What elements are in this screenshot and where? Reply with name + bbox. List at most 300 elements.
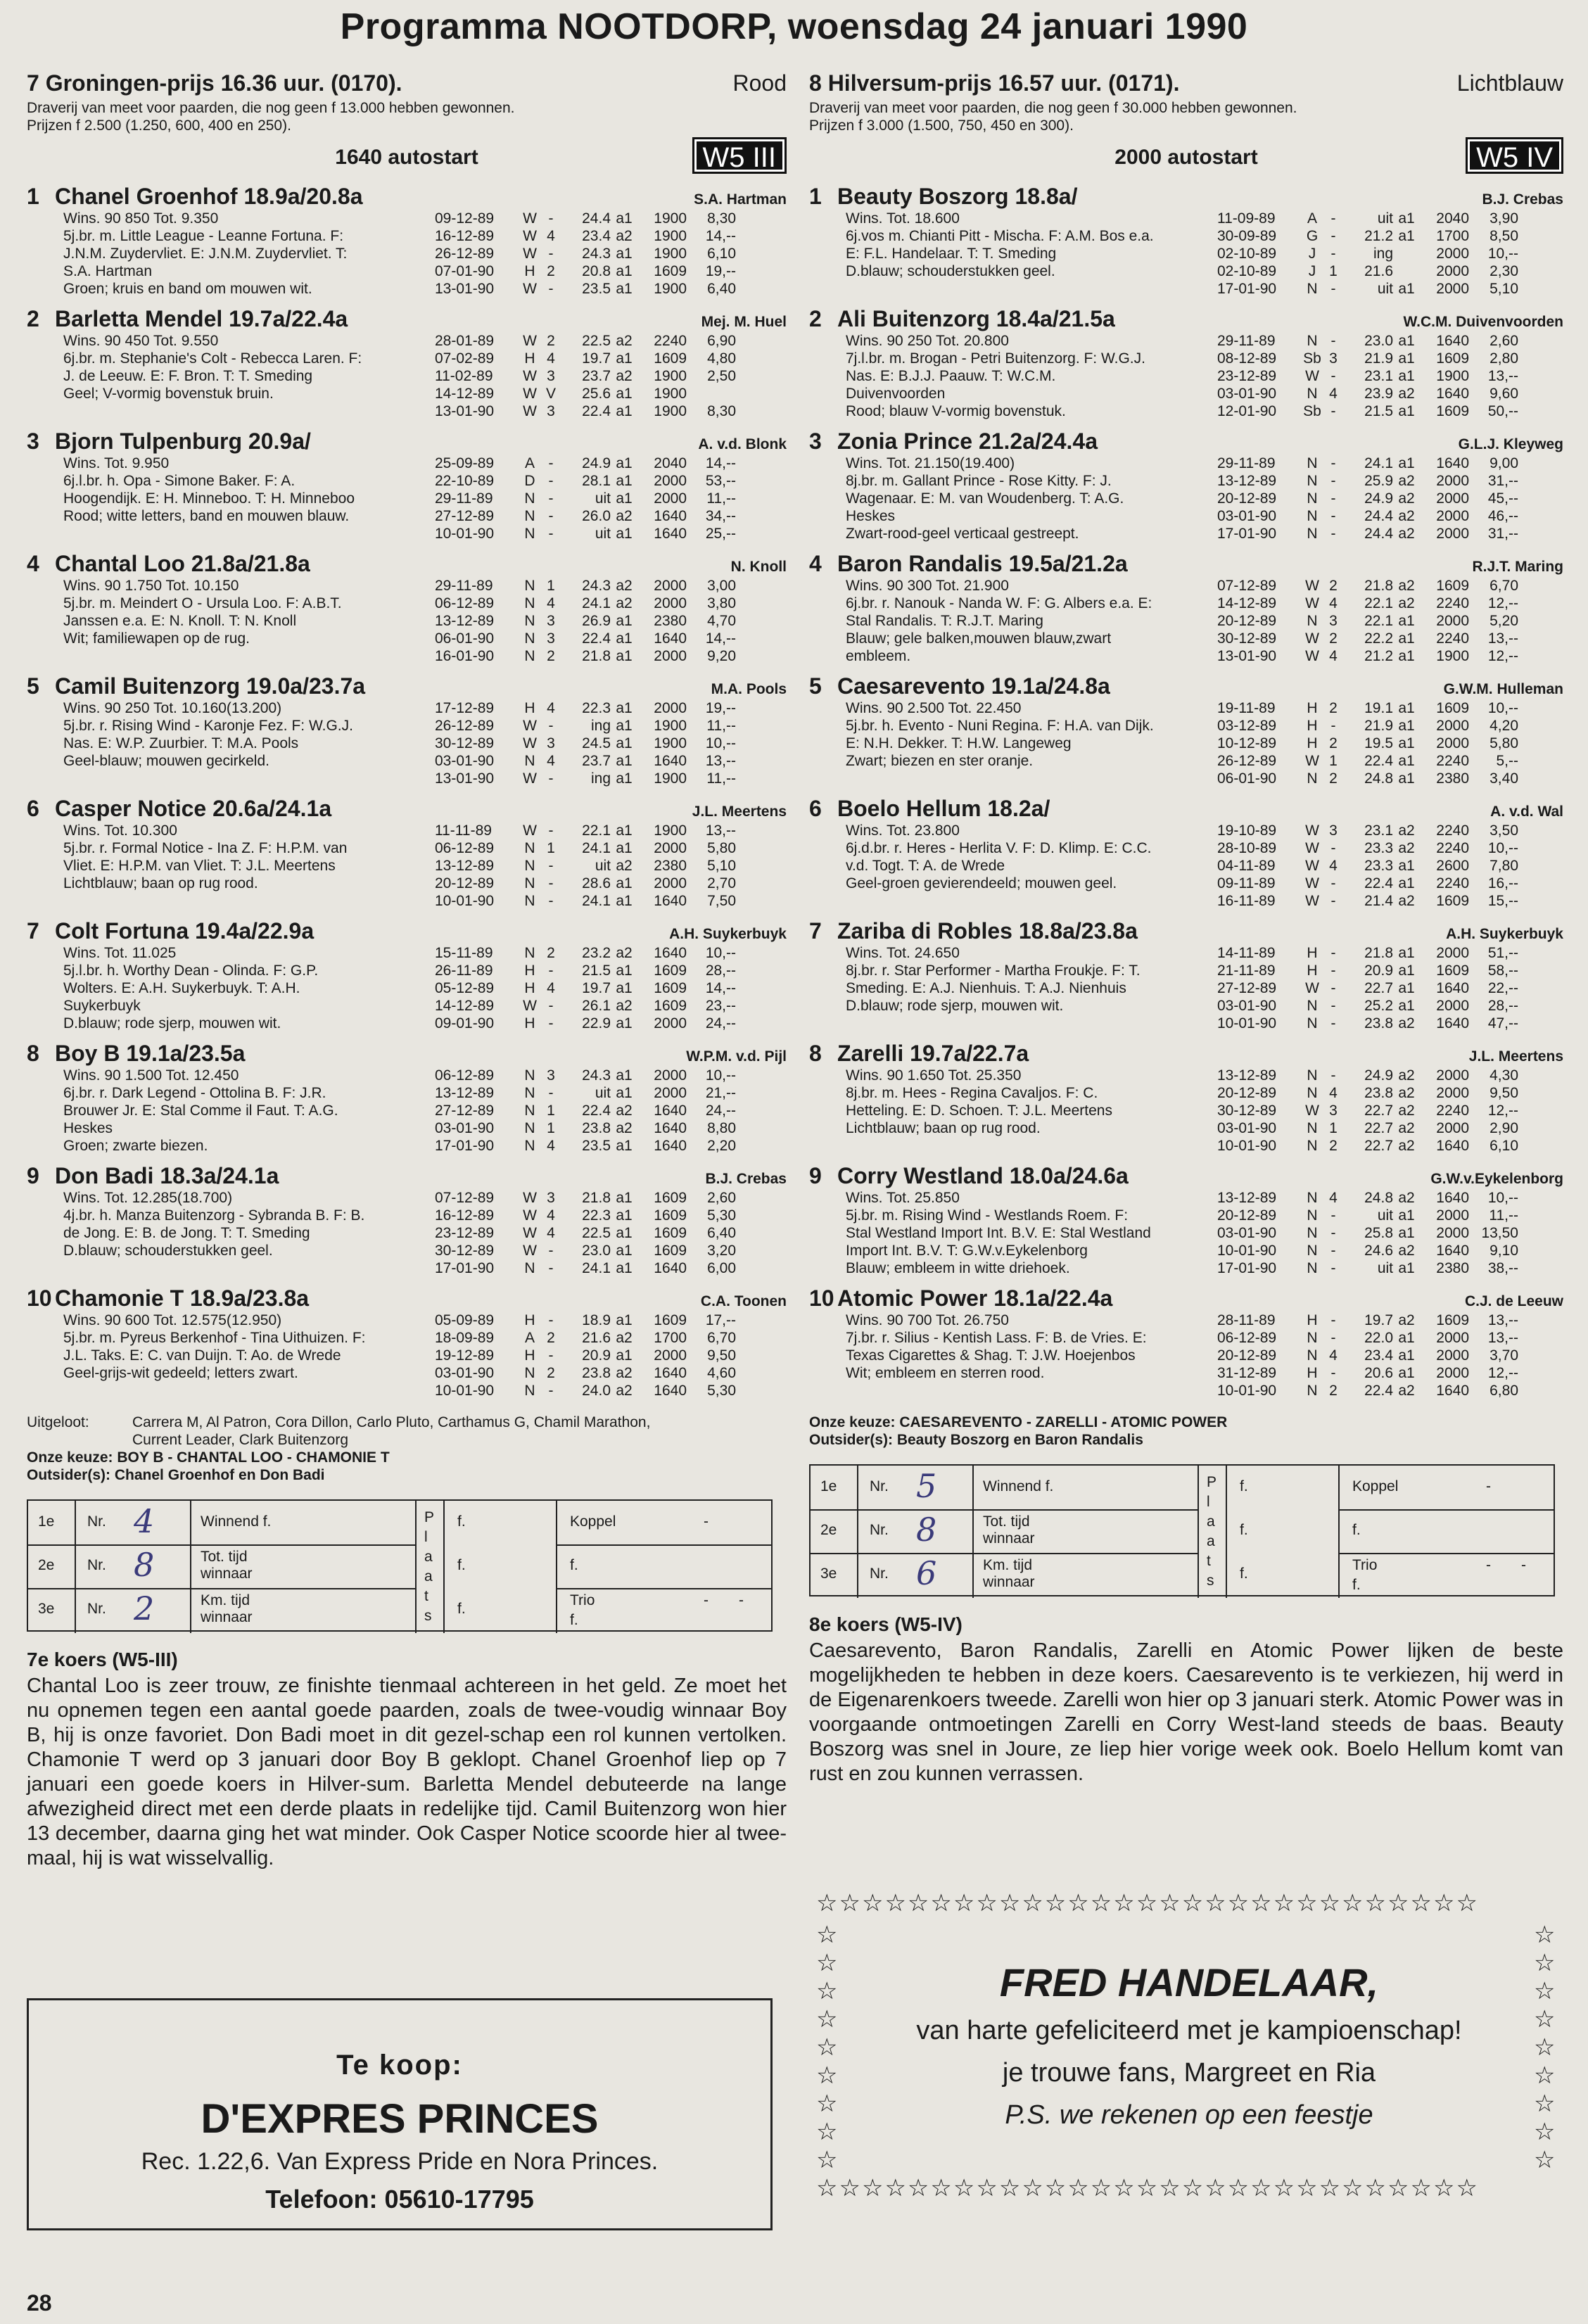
result-distance: 2240: [1436, 630, 1469, 647]
horse-number: 10: [27, 1285, 52, 1311]
result-prize: 2,50: [707, 368, 736, 384]
horse-body: [809, 699, 1563, 787]
plaats-letter: a: [424, 1549, 433, 1565]
result-track: N: [1307, 998, 1318, 1014]
result-place: 4: [1329, 386, 1338, 402]
result-place: -: [1330, 1365, 1336, 1381]
result-distance: 2000: [654, 1015, 687, 1031]
horse-info-line: Wins. 90 700 Tot. 26.750: [846, 1312, 1009, 1328]
page-title: Programma NOOTDORP, woensdag 24 januari 1990: [340, 6, 1248, 47]
result-track: N: [524, 875, 535, 891]
horse-name: Camil Buitenzorg 19.0a/23.7a: [55, 673, 366, 699]
result-row: [435, 595, 787, 612]
result-time: 19.7: [1364, 1312, 1393, 1328]
result-distance: 1640: [654, 945, 687, 961]
race-prize-line: Prijzen f 2.500 (1.250, 600, 400 en 250).: [27, 118, 291, 134]
horse-entry: [809, 428, 1563, 542]
result-place: -: [548, 210, 554, 227]
result-start: a1: [1398, 333, 1415, 349]
result-distance: 1900: [654, 403, 687, 419]
result-time: 21.6: [1364, 263, 1393, 279]
result-prize: 13,--: [1487, 630, 1518, 647]
result-row: [1217, 892, 1563, 910]
result-place: -: [1330, 228, 1336, 244]
result-row: [435, 1242, 787, 1259]
result-place: 1: [1329, 263, 1338, 279]
result-track: N: [524, 526, 535, 542]
result-row: [1217, 245, 1563, 262]
result-prize: 11,--: [1489, 1207, 1518, 1224]
horse-trainer: A. v.d. Wal: [1490, 804, 1563, 820]
result-distance: 1609: [654, 1312, 687, 1328]
result-row: [1217, 577, 1563, 595]
result-time: 21.8: [582, 1190, 611, 1206]
result-row: [435, 332, 787, 350]
result-place: 1: [547, 840, 555, 856]
plaats-letter: P: [424, 1509, 435, 1525]
result-track: H: [1307, 700, 1318, 716]
result-row: [435, 717, 787, 735]
result-date: 30-12-89: [435, 1243, 495, 1259]
result-prize: 13,--: [1487, 368, 1518, 384]
result-place: 4: [547, 1225, 555, 1241]
horse-results: [435, 577, 787, 665]
result-distance: 2000: [1436, 508, 1469, 524]
plaats-letter: t: [1207, 1553, 1211, 1569]
result-time: 26.1: [582, 998, 611, 1014]
result-date: 13-12-89: [1217, 1067, 1277, 1084]
result-row: [435, 507, 787, 525]
result-track: N: [524, 630, 535, 647]
result-date: 30-12-89: [1217, 630, 1277, 647]
star-icon: ☆: [816, 2090, 838, 2117]
result-date: 13-01-90: [1217, 648, 1277, 664]
result-prize: 19,--: [705, 263, 736, 279]
result-date: 13-01-90: [435, 770, 495, 787]
result-prize: 6,00: [707, 1260, 736, 1276]
uitgeloot-label: Uitgeloot:: [27, 1414, 89, 1430]
horse-info-line: v.d. Togt. T: A. de Wrede: [846, 858, 1005, 874]
result-row: [435, 227, 787, 245]
plaats-letter: a: [1207, 1513, 1215, 1530]
start-bar: [809, 136, 1563, 175]
result-prize: 10,--: [1487, 700, 1518, 716]
result-date: 14-12-89: [435, 386, 495, 402]
result-place: -: [1330, 840, 1336, 856]
result-time: 24.1: [582, 893, 611, 909]
result-row: [1217, 455, 1563, 472]
result-track: N: [1307, 333, 1318, 349]
result-place: -: [548, 1260, 554, 1276]
result-row: [1217, 367, 1563, 385]
result-time: 23.8: [582, 1120, 611, 1136]
result-track: W: [1305, 630, 1319, 647]
race-notes: [27, 1414, 787, 1484]
result-date: 06-01-90: [1217, 770, 1277, 787]
result-date: 16-01-90: [435, 648, 495, 664]
result-date: 16-12-89: [435, 1207, 495, 1224]
result-row: [435, 402, 787, 420]
dash: -: [704, 1513, 709, 1530]
result-row: [1217, 1329, 1563, 1347]
result-start: a1: [616, 630, 633, 647]
horse-entry: [27, 428, 787, 542]
result-row: [1217, 1067, 1563, 1084]
result-prize: 6,10: [1489, 1138, 1518, 1154]
result-distance: 2240: [654, 333, 687, 349]
result-prize: 7,80: [1489, 858, 1518, 874]
result-track: W: [523, 735, 537, 751]
result-date: 03-01-90: [1217, 508, 1277, 524]
result-distance: 2000: [1436, 246, 1469, 262]
result-place: -: [548, 963, 554, 979]
horse-info-line: Smeding. E: A.J. Nienhuis. T: A.J. Nienhuis: [846, 980, 1126, 996]
horse-trainer: W.C.M. Duivenvoorden: [1403, 314, 1563, 330]
nr-label: Nr.: [870, 1522, 889, 1538]
result-place: 2: [1329, 770, 1338, 787]
horse-info: [27, 332, 435, 420]
result-row: [435, 612, 787, 630]
result-row: [435, 455, 787, 472]
horse-header: [809, 796, 1563, 822]
horse-body: [809, 455, 1563, 542]
result-row: [435, 280, 787, 298]
result-row: [1217, 735, 1563, 752]
star-icon: ☆: [816, 2147, 838, 2173]
result-start: a2: [1398, 526, 1415, 542]
result-time: 24.1: [582, 840, 611, 856]
result-prize: 3,90: [1489, 210, 1518, 227]
table-rule: [1338, 1509, 1554, 1511]
horse-info-line: 8j.br. m. Gallant Prince - Rose Kitty. F: J.: [846, 473, 1112, 489]
horse-header: [809, 1285, 1563, 1312]
horse-name: Beauty Boszorg 18.8a/: [837, 184, 1078, 209]
star-border-bottom: ☆☆☆☆☆☆☆☆☆☆☆☆☆☆☆☆☆☆☆☆☆☆☆☆☆☆☆☆☆: [816, 2175, 1479, 2202]
horse-info: [809, 455, 1217, 542]
result-date: 28-01-89: [435, 333, 495, 349]
horse-info-line: 5j.br. m. Little League - Leanne Fortuna. F:: [63, 228, 344, 244]
result-time: 26.9: [582, 613, 611, 629]
result-place: -: [548, 875, 554, 891]
result-track: W: [523, 386, 537, 402]
result-track: H: [524, 700, 535, 716]
result-distance: 2000: [654, 473, 687, 489]
horse-trainer: C.A. Toonen: [700, 1293, 787, 1309]
result-place: 1: [547, 1103, 555, 1119]
result-row: [435, 1137, 787, 1155]
result-time: 24.3: [582, 578, 611, 594]
result-place: 2: [1329, 700, 1338, 716]
result-time: 19.1: [1364, 700, 1393, 716]
result-row: [435, 1364, 787, 1382]
result-date: 31-12-89: [1217, 1365, 1277, 1381]
horse-trainer: G.L.J. Kleyweg: [1458, 436, 1563, 452]
result-date: 22-10-89: [435, 473, 495, 489]
horse-name: Atomic Power 18.1a/22.4a: [837, 1285, 1113, 1311]
result-date: 03-01-90: [435, 1120, 495, 1136]
race-7-column: [27, 70, 787, 1871]
result-start: a2: [616, 333, 633, 349]
horse-number: 8: [27, 1041, 39, 1066]
result-place: -: [1330, 1260, 1336, 1276]
page-number: 28: [27, 2290, 52, 2316]
uitgeloot-list: [132, 1414, 650, 1449]
result-place: 4: [547, 980, 555, 996]
winnend-label: Winnend f.: [201, 1513, 272, 1530]
horse-name: Bjorn Tulpenburg 20.9a/: [55, 428, 311, 454]
result-row: [435, 822, 787, 839]
horse-info-line: Blauw; embleem in witte driehoek.: [846, 1260, 1070, 1276]
horse-info-line: Wins. 90 1.650 Tot. 25.350: [846, 1067, 1022, 1084]
result-track: Sb: [1303, 350, 1321, 367]
km-tijd-label: Km. tijd: [983, 1557, 1033, 1573]
result-track: W: [523, 210, 537, 227]
result-row: [435, 839, 787, 857]
horse-number: 9: [27, 1163, 39, 1188]
result-date: 28-10-89: [1217, 840, 1277, 856]
result-row: [1217, 1189, 1563, 1207]
result-track: W: [523, 1225, 537, 1241]
result-start: a2: [1398, 1138, 1415, 1154]
horse-info-line: de Jong. E: B. de Jong. T: T. Smeding: [63, 1225, 310, 1241]
result-prize: 4,60: [707, 1365, 736, 1381]
result-date: 13-12-89: [435, 1085, 495, 1101]
horse-info-line: Wins. 90 1.500 Tot. 12.450: [63, 1067, 239, 1084]
result-track: A: [1307, 210, 1317, 227]
race-desc-line: Draverij van meet voor paarden, die nog geen f 30.000 hebben gewonnen.: [809, 100, 1297, 116]
result-track: N: [1307, 526, 1318, 542]
result-time: 23.4: [582, 228, 611, 244]
horse-results: [1217, 699, 1563, 787]
result-date: 03-01-90: [435, 753, 495, 769]
result-row: [1217, 857, 1563, 875]
result-place: 4: [547, 350, 555, 367]
uitgeloot-line: Current Leader, Clark Buitenzorg: [132, 1432, 348, 1448]
result-time: 22.5: [582, 333, 611, 349]
result-place: 3: [547, 735, 555, 751]
result-prize: 22,--: [1487, 980, 1518, 996]
result-distance: 1609: [1436, 700, 1469, 716]
result-row: [435, 472, 787, 490]
horse-name: Boy B 19.1a/23.5a: [55, 1041, 246, 1066]
result-place: -: [1330, 526, 1336, 542]
result-place: -: [1330, 718, 1336, 734]
result-distance: 1640: [654, 1138, 687, 1154]
result-place: -: [548, 770, 554, 787]
nr-label: Nr.: [87, 1513, 106, 1530]
result-date: 23-12-89: [1217, 368, 1277, 384]
result-row: [435, 944, 787, 962]
result-distance: 1640: [654, 893, 687, 909]
place-label: 1e: [38, 1513, 55, 1530]
horse-trainer: B.J. Crebas: [1482, 191, 1563, 208]
horse-body: [809, 577, 1563, 665]
result-time: 22.3: [582, 700, 611, 716]
result-prize: 13,--: [705, 823, 736, 839]
koppel-label: Koppel: [570, 1513, 616, 1530]
result-date: 17-01-90: [1217, 281, 1277, 297]
result-prize: 8,30: [707, 210, 736, 227]
result-row: [435, 1102, 787, 1119]
result-prize: 2,80: [1489, 350, 1518, 367]
result-distance: 1900: [654, 281, 687, 297]
result-row: [1217, 875, 1563, 892]
result-time: ing: [1373, 246, 1393, 262]
horse-results: [1217, 210, 1563, 298]
result-date: 19-11-89: [1217, 700, 1276, 716]
ad-heading: Te koop:: [336, 2050, 463, 2081]
result-time: 23.8: [582, 1365, 611, 1381]
result-prize: 24,--: [705, 1103, 736, 1119]
result-place: -: [548, 455, 554, 471]
result-start: a2: [1398, 1312, 1415, 1328]
result-track: N: [1307, 1138, 1318, 1154]
result-distance: 1609: [1436, 893, 1469, 909]
result-prize: 13,--: [1487, 1330, 1518, 1346]
horse-trainer: W.P.M. v.d. Pijl: [686, 1048, 787, 1065]
result-row: [435, 630, 787, 647]
result-start: a1: [1398, 998, 1415, 1014]
result-time: 24.8: [1364, 1190, 1393, 1206]
result-distance: 1640: [654, 1103, 687, 1119]
result-date: 03-12-89: [1217, 718, 1277, 734]
result-distance: 1640: [1436, 1243, 1469, 1259]
result-track: W: [1305, 595, 1319, 611]
result-start: a1: [1398, 368, 1415, 384]
result-distance: 1900: [1436, 648, 1469, 664]
result-time: 28.1: [582, 473, 611, 489]
horse-info: [27, 699, 435, 787]
result-start: a2: [616, 1103, 633, 1119]
result-prize: 3,70: [1489, 1347, 1518, 1364]
result-track: N: [524, 1085, 535, 1101]
result-track: N: [524, 1103, 535, 1119]
result-distance: 2380: [654, 613, 687, 629]
tot-tijd-label: Tot. tijd: [983, 1513, 1030, 1530]
plaats-letter: t: [424, 1588, 428, 1604]
horse-entry: [27, 1285, 787, 1399]
congrats-name: FRED HANDELAAR,: [999, 1960, 1379, 2005]
result-time: uit: [1377, 1207, 1393, 1224]
result-prize: 9,20: [707, 648, 736, 664]
result-start: a1: [616, 473, 633, 489]
horse-entry: [27, 551, 787, 665]
result-time: 19.7: [582, 980, 611, 996]
result-start: a1: [616, 1312, 633, 1328]
horse-list: [27, 184, 787, 1399]
star-icon: ☆: [816, 2006, 838, 2033]
result-date: 10-01-90: [435, 1383, 495, 1399]
horse-header: [809, 306, 1563, 332]
result-date: 13-01-90: [435, 403, 495, 419]
race-header: [809, 70, 1563, 96]
star-icon: ☆: [1534, 1922, 1556, 1948]
horse-number: 3: [809, 428, 822, 454]
result-time: 21.9: [1364, 718, 1393, 734]
result-place: 2: [1329, 1383, 1338, 1399]
result-row: [435, 857, 787, 875]
result-place: -: [548, 1383, 554, 1399]
horse-info-line: Geel-grijs-wit gedeeld; letters zwart.: [63, 1365, 298, 1381]
result-time: 24.9: [1364, 1067, 1393, 1084]
dash: -: [1486, 1478, 1491, 1494]
result-start: a2: [1398, 1243, 1415, 1259]
horse-trainer: M.A. Pools: [711, 681, 787, 697]
result-date: 29-11-89: [435, 578, 493, 594]
result-start: a1: [616, 246, 633, 262]
result-time: 21.6: [582, 1330, 611, 1346]
outsiders: Outsider(s): Beauty Boszorg en Baron Randalis: [809, 1432, 1143, 1448]
result-place: -: [548, 858, 554, 874]
horse-header: [27, 918, 787, 944]
result-start: a1: [616, 281, 633, 297]
result-prize: 11,--: [706, 490, 736, 507]
result-track: N: [524, 858, 535, 874]
horse-header: [27, 796, 787, 822]
result-table: [27, 1499, 773, 1632]
result-row: [1217, 962, 1563, 979]
result-prize: 5,20: [1489, 613, 1518, 629]
result-prize: 9,10: [1489, 1243, 1518, 1259]
result-row: [435, 1312, 787, 1329]
result-row: [435, 647, 787, 665]
horse-results: [435, 822, 787, 910]
horse-info: [27, 210, 435, 298]
result-time: 23.0: [1364, 333, 1393, 349]
result-place: -: [1330, 368, 1336, 384]
result-distance: 1609: [654, 263, 687, 279]
result-distance: 1640: [1436, 1383, 1469, 1399]
result-date: 06-12-89: [435, 840, 495, 856]
result-distance: 2000: [1436, 263, 1469, 279]
result-start: a1: [616, 770, 633, 787]
result-row: [435, 997, 787, 1015]
result-row: [1217, 1364, 1563, 1382]
horse-entry: [809, 551, 1563, 665]
result-row: [435, 735, 787, 752]
result-distance: 2000: [654, 1067, 687, 1084]
result-row: [435, 1119, 787, 1137]
koppel-label: Koppel: [1352, 1478, 1399, 1494]
result-track: N: [524, 613, 535, 629]
result-start: a1: [1398, 1207, 1415, 1224]
result-time: 21.5: [1364, 403, 1393, 419]
f-label: f.: [570, 1612, 578, 1628]
result-row: [435, 577, 787, 595]
plaats-letter: s: [424, 1608, 432, 1624]
horse-trainer: R.J.T. Maring: [1472, 559, 1563, 575]
result-time: 21.8: [582, 648, 611, 664]
horse-number: 4: [809, 551, 822, 576]
result-time: 22.4: [1364, 753, 1393, 769]
horse-results: [1217, 332, 1563, 420]
result-distance: 1640: [654, 1383, 687, 1399]
f-label: f.: [1240, 1478, 1248, 1494]
result-time: 21.8: [1364, 945, 1393, 961]
horse-results: [1217, 577, 1563, 665]
result-place: 1: [1329, 753, 1338, 769]
result-distance: 1900: [654, 210, 687, 227]
result-track: N: [524, 1365, 535, 1381]
winnend-label: Winnend f.: [983, 1478, 1054, 1494]
result-prize: 45,--: [1487, 490, 1518, 507]
result-distance: 2000: [654, 1085, 687, 1101]
result-prize: 13,--: [1487, 1312, 1518, 1328]
table-rule: [1198, 1466, 1199, 1598]
horse-info-line: Wins. 90 2.500 Tot. 22.450: [846, 700, 1022, 716]
horse-name: Chanel Groenhof 18.9a/20.8a: [55, 184, 363, 209]
result-place: -: [548, 718, 554, 734]
